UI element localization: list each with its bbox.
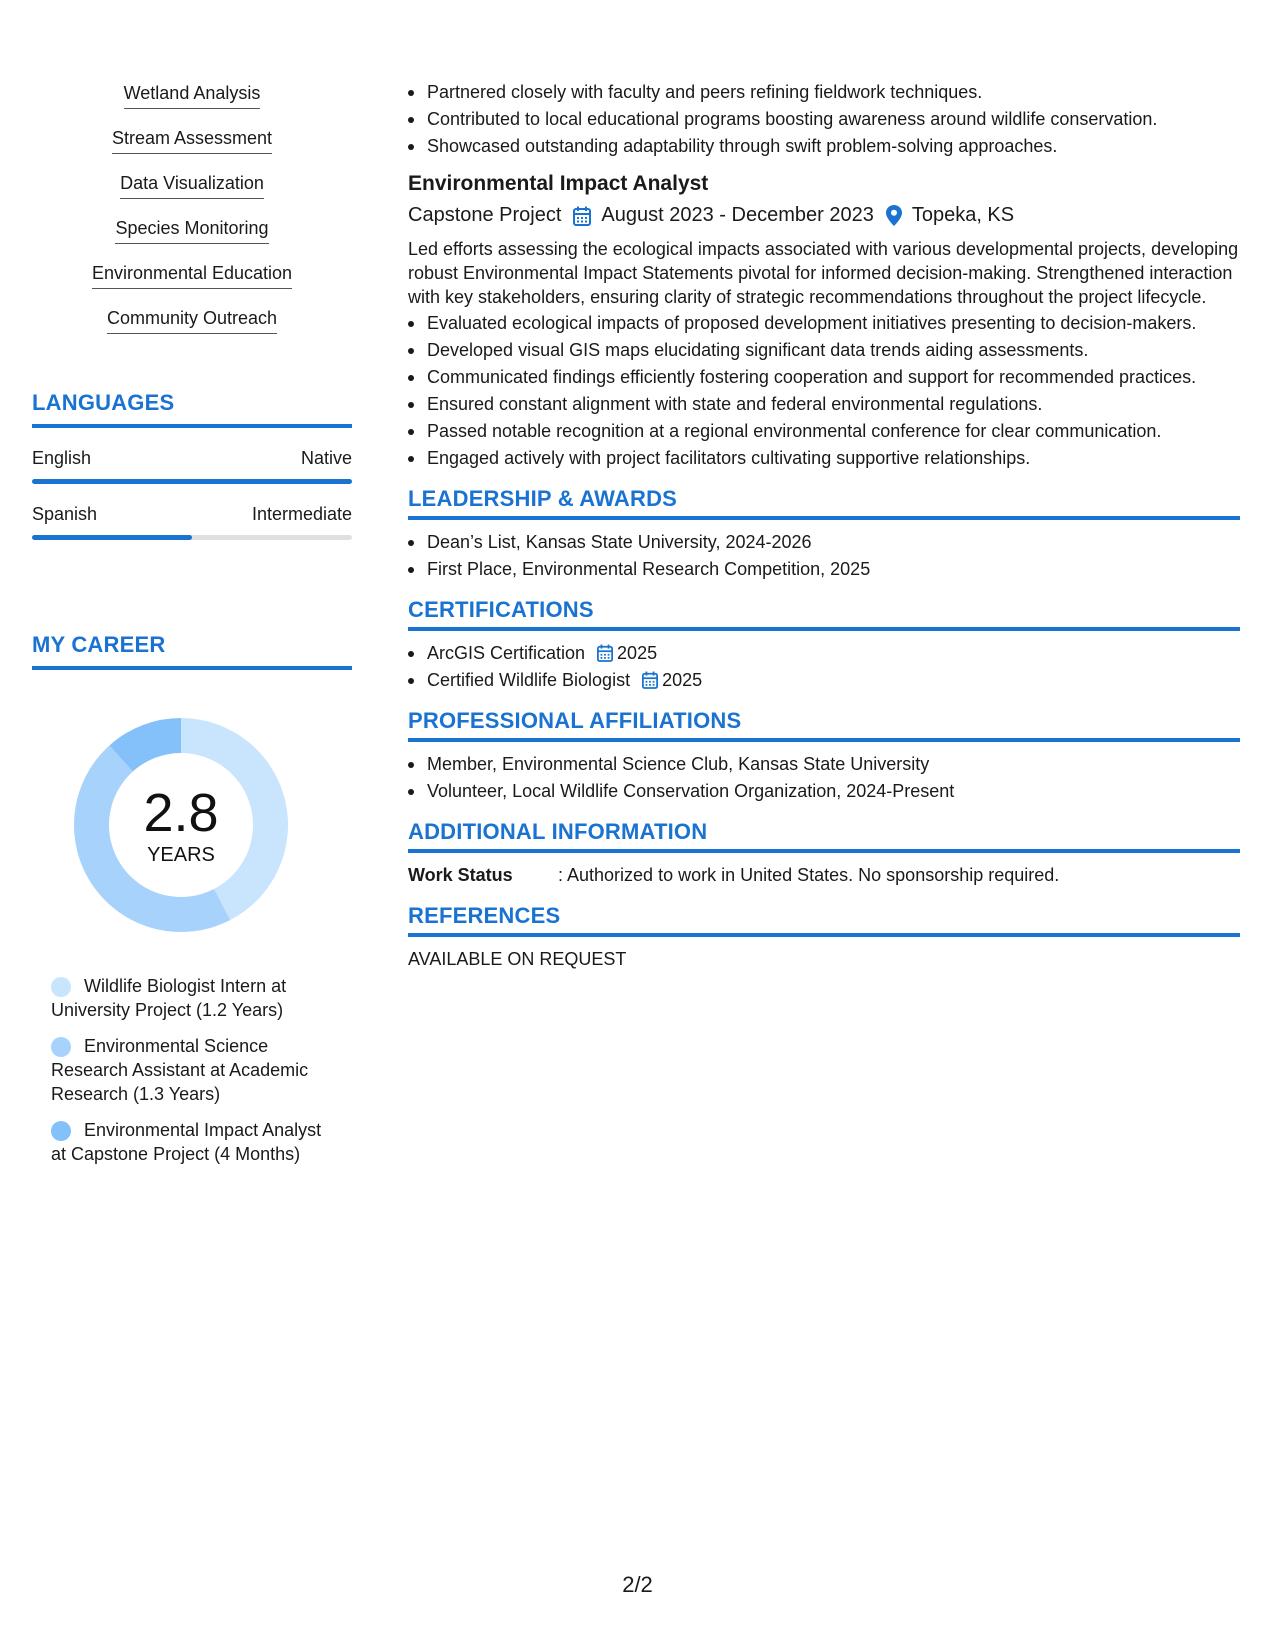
bullet-item: Ensured constant alignment with state and federal environmental regulations. — [408, 392, 1240, 416]
language-bar — [32, 479, 352, 484]
job-company: Capstone Project — [408, 204, 562, 226]
bullet-item: Communicated findings efficiently fostering cooperation and support for recommended practices. — [408, 365, 1240, 389]
certification-item — [408, 668, 1240, 692]
job-bullets — [408, 311, 1240, 470]
calendar-icon — [597, 644, 613, 662]
certifications-list — [408, 641, 1240, 692]
job-description: Led efforts assessing the ecological impacts associated with various developmental projects, developing robust Environmental Impact Statements pivotal for informed decision-making. Strengthened interaction with key stakeholders, ensuring clarity of strategic recommendations throughout the project lifecycle. — [408, 239, 1239, 307]
language-item — [32, 504, 352, 540]
certification-name: Certified Wildlife Biologist — [427, 670, 631, 690]
language-bar-fill — [32, 535, 192, 540]
award-item: First Place, Environmental Research Competition, 2025 — [408, 557, 1240, 581]
languages-heading: LANGUAGES — [32, 390, 352, 428]
skill-item: Data Visualization — [120, 172, 264, 199]
legend-dot-icon — [51, 1037, 71, 1057]
map-pin-icon — [886, 205, 902, 226]
bullet-item: Partnered closely with faculty and peers refining fieldwork techniques. — [408, 80, 1240, 104]
leadership-list — [408, 530, 1240, 581]
certification-year: 2025 — [662, 670, 703, 690]
work-status-row — [408, 863, 1240, 887]
job-location: Topeka, KS — [911, 204, 1015, 226]
work-status-value: : Authorized to work in United States. No sponsorship required. — [558, 865, 1060, 885]
bullet-item: Passed notable recognition at a regional environmental conference for clear communication. — [408, 419, 1240, 443]
affiliation-item: Member, Environmental Science Club, Kansas State University — [408, 752, 1240, 776]
calendar-icon — [573, 206, 591, 226]
leadership-heading: LEADERSHIP & AWARDS — [408, 486, 1240, 520]
bullet-item: Contributed to local educational programs boosting awareness around wildlife conservation. — [408, 107, 1240, 131]
career-heading: MY CAREER — [32, 632, 352, 670]
language-name: English — [32, 448, 92, 468]
certifications-heading: CERTIFICATIONS — [408, 597, 1240, 631]
legend-dot-icon — [51, 1121, 71, 1141]
bullet-item: Evaluated ecological impacts of proposed development initiatives presenting to decision-makers. — [408, 311, 1240, 335]
skill-item: Environmental Education — [92, 262, 292, 289]
certification-year: 2025 — [617, 643, 658, 663]
legend-item — [51, 974, 341, 1022]
references-heading: REFERENCES — [408, 903, 1240, 937]
legend-label: Environmental Science Research Assistant at Academic Research (1.3 Years) — [51, 1036, 309, 1104]
legend-label: Wildlife Biologist Intern at University Project (1.2 Years) — [51, 976, 287, 1020]
languages-section — [32, 390, 352, 540]
job-title: Environmental Impact Analyst — [408, 172, 709, 195]
skill-item: Stream Assessment — [112, 127, 272, 154]
certification-name: ArcGIS Certification — [427, 643, 586, 663]
career-section — [32, 632, 352, 1178]
references-text: AVAILABLE ON REQUEST — [408, 949, 627, 969]
job-meta — [408, 204, 1240, 227]
career-legend — [51, 974, 341, 1166]
additional-info-heading: ADDITIONAL INFORMATION — [408, 819, 1240, 853]
career-total-unit: YEARS — [147, 843, 215, 866]
career-donut-chart — [66, 710, 296, 940]
language-bar-fill — [32, 479, 352, 484]
job-dates: August 2023 - December 2023 — [601, 204, 874, 226]
bullet-item: Developed visual GIS maps elucidating significant data trends aiding assessments. — [408, 338, 1240, 362]
career-total-value: 2.8 — [143, 782, 219, 843]
calendar-icon — [642, 671, 658, 689]
sidebar — [32, 82, 352, 1164]
skill-item: Community Outreach — [107, 307, 277, 334]
certification-item — [408, 641, 1240, 665]
affiliations-heading: PROFESSIONAL AFFILIATIONS — [408, 708, 1240, 742]
work-status-label: Work Status — [408, 865, 513, 885]
main-column — [408, 80, 1240, 971]
skill-item: Wetland Analysis — [124, 82, 261, 109]
legend-item — [51, 1118, 341, 1166]
bullet-item: Showcased outstanding adaptability through swift problem-solving approaches. — [408, 134, 1240, 158]
skill-item: Species Monitoring — [115, 217, 268, 244]
affiliations-list — [408, 752, 1240, 803]
legend-dot-icon — [51, 977, 71, 997]
previous-role-bullets — [408, 80, 1240, 158]
language-bar — [32, 535, 352, 540]
bullet-item: Engaged actively with project facilitators cultivating supportive relationships. — [408, 446, 1240, 470]
skills-list — [32, 82, 352, 352]
legend-item — [51, 1034, 341, 1106]
language-item — [32, 448, 352, 484]
affiliation-item: Volunteer, Local Wildlife Conservation Organization, 2024-Present — [408, 779, 1240, 803]
language-level: Intermediate — [251, 504, 352, 524]
language-level: Native — [300, 448, 352, 468]
legend-label: Environmental Impact Analyst at Capstone Project (4 Months) — [51, 1120, 322, 1164]
language-name: Spanish — [32, 504, 98, 524]
award-item: Dean’s List, Kansas State University, 2024-2026 — [408, 530, 1240, 554]
page-number: 2/2 — [622, 1572, 653, 1597]
